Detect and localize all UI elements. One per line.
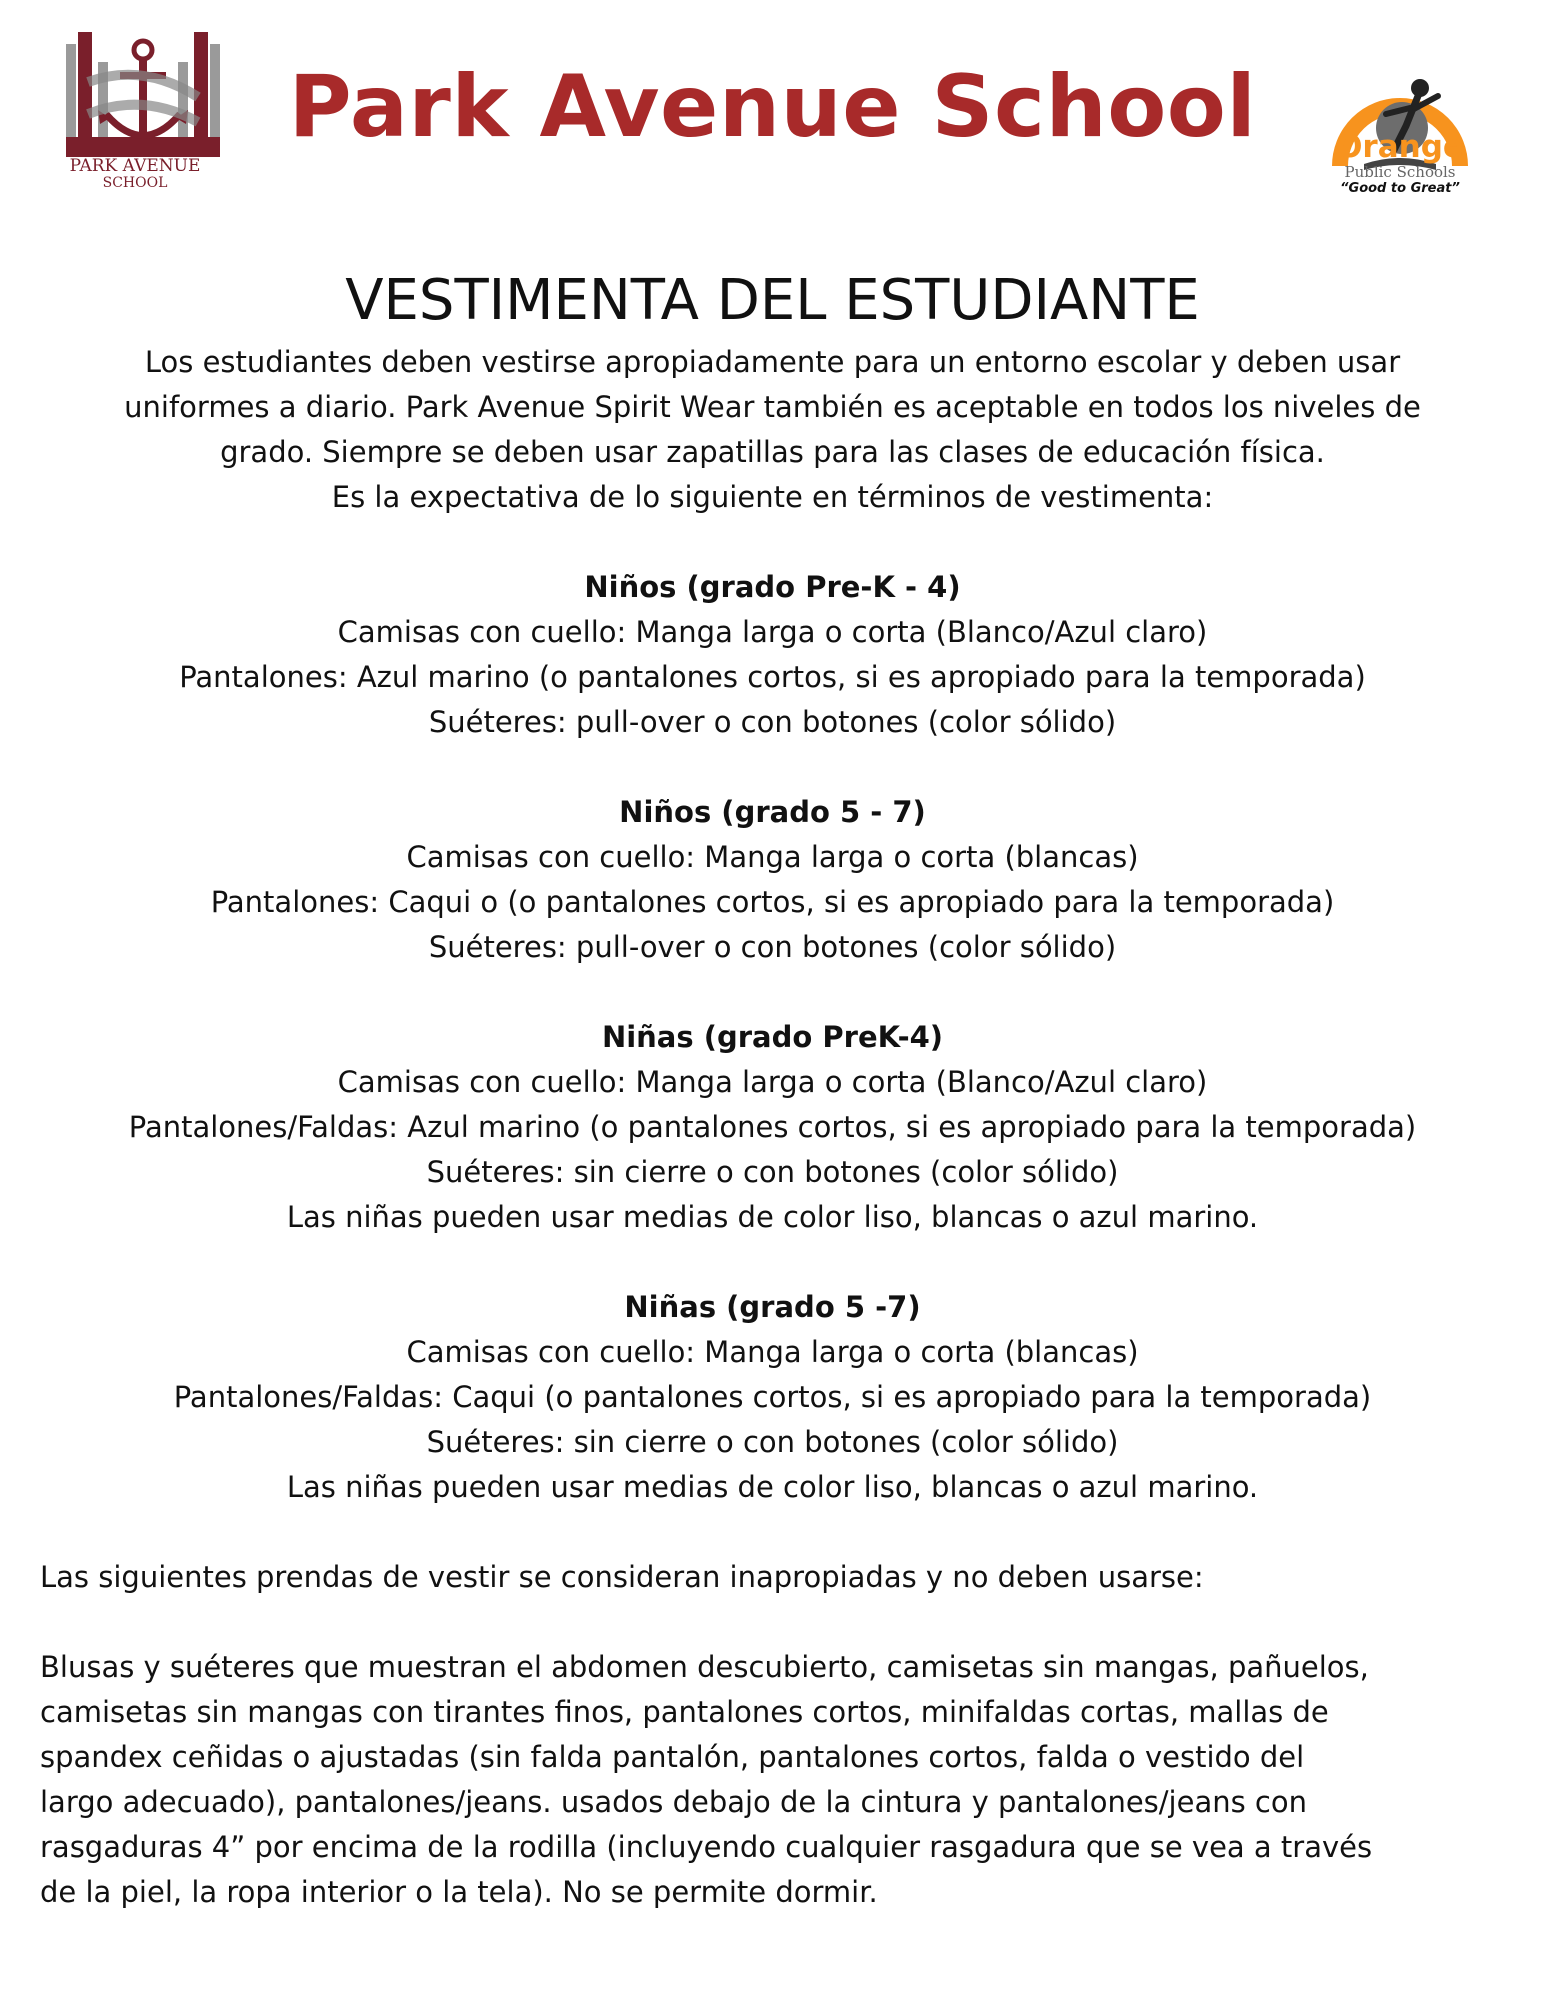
section-line: Pantalones/Faldas: Azul marino (o pantalones cortos, si es apropiado para la temporada) [128, 1110, 1417, 1144]
section-heading: Niñas (grado 5 -7) [624, 1290, 921, 1324]
section-line: Camisas con cuello: Manga larga o corta (blancas) [406, 1335, 1139, 1369]
section-line: Camisas con cuello: Manga larga o corta (Blanco/Azul claro) [337, 615, 1208, 649]
section-girls-5-7 [40, 1285, 1505, 1510]
paragraph-line: largo adecuado), pantalones/jeans. usados debajo de la cintura y pantalones/jeans con [40, 1785, 1307, 1819]
section-line: Las niñas pueden usar medias de color liso, blancas o azul marino. [286, 1200, 1259, 1234]
inappropriate-list-paragraph [40, 1645, 1505, 1915]
section-boys-prek-4 [40, 565, 1505, 745]
school-name-title: Park Avenue School [288, 57, 1257, 157]
school-logo-caption: PARK AVENUE [69, 156, 201, 176]
paragraph-line: de la piel, la ropa interior o la tela). No se permite dormir. [40, 1875, 878, 1909]
intro-line: uniformes a diario. Park Avenue Spirit Wear también es aceptable en todos los niveles de [124, 390, 1421, 424]
section-line: Pantalones: Caqui o (o pantalones cortos, si es apropiado para la temporada) [210, 885, 1335, 919]
section-line: Suéteres: sin cierre o con botones (color sólido) [426, 1155, 1119, 1189]
section-boys-5-7 [40, 790, 1505, 970]
section-girls-prek-4 [40, 1015, 1505, 1240]
section-line: Suéteres: pull-over o con botones (color sólido) [428, 930, 1117, 964]
intro-line: grado. Siempre se deben usar zapatillas para las clases de educación física. [220, 435, 1325, 469]
district-logo-slogan: “Good to Great” [1340, 181, 1460, 196]
document-title: VESTIMENTA DEL ESTUDIANTE [345, 268, 1200, 333]
inappropriate-intro: Las siguientes prendas de vestir se consideran inapropiadas y no deben usarse: [40, 1560, 1204, 1594]
paragraph-line: spandex ceñidas o ajustadas (sin falda pantalón, pantalones cortos, falda o vestido del [40, 1740, 1305, 1774]
school-logo-caption-sub: SCHOOL [102, 175, 168, 191]
section-line: Camisas con cuello: Manga larga o corta (blancas) [406, 840, 1139, 874]
page-header [0, 0, 1545, 230]
section-line: Suéteres: sin cierre o con botones (color sólido) [426, 1425, 1119, 1459]
document-body [40, 262, 1505, 1915]
intro-paragraph [40, 340, 1505, 520]
section-heading: Niños (grado 5 - 7) [619, 795, 926, 829]
paragraph-line: Blusas y suéteres que muestran el abdomen descubierto, camisetas sin mangas, pañuelos, [40, 1650, 1369, 1684]
section-heading: Niños (grado Pre-K - 4) [584, 570, 961, 604]
section-line: Camisas con cuello: Manga larga o corta (Blanco/Azul claro) [337, 1065, 1208, 1099]
section-line: Suéteres: pull-over o con botones (color sólido) [428, 705, 1117, 739]
section-line: Pantalones/Faldas: Caqui (o pantalones cortos, si es apropiado para la temporada) [173, 1380, 1372, 1414]
section-line: Las niñas pueden usar medias de color liso, blancas o azul marino. [286, 1470, 1259, 1504]
district-logo-word: Orange [1336, 129, 1464, 165]
intro-line: Es la expectativa de lo siguiente en términos de vestimenta: [331, 480, 1214, 514]
district-logo-subtitle: Public Schools [1344, 163, 1456, 181]
paragraph-line: camisetas sin mangas con tirantes finos, pantalones cortos, minifaldas cortas, mallas de [40, 1695, 1329, 1729]
paragraph-line: rasgaduras 4” por encima de la rodilla (incluyendo cualquier rasgadura que se vea a través [40, 1830, 1373, 1864]
intro-line: Los estudiantes deben vestirse apropiadamente para un entorno escolar y deben usar [144, 345, 1401, 379]
section-heading: Niñas (grado PreK-4) [601, 1020, 944, 1054]
section-line: Pantalones: Azul marino (o pantalones cortos, si es apropiado para la temporada) [179, 660, 1366, 694]
